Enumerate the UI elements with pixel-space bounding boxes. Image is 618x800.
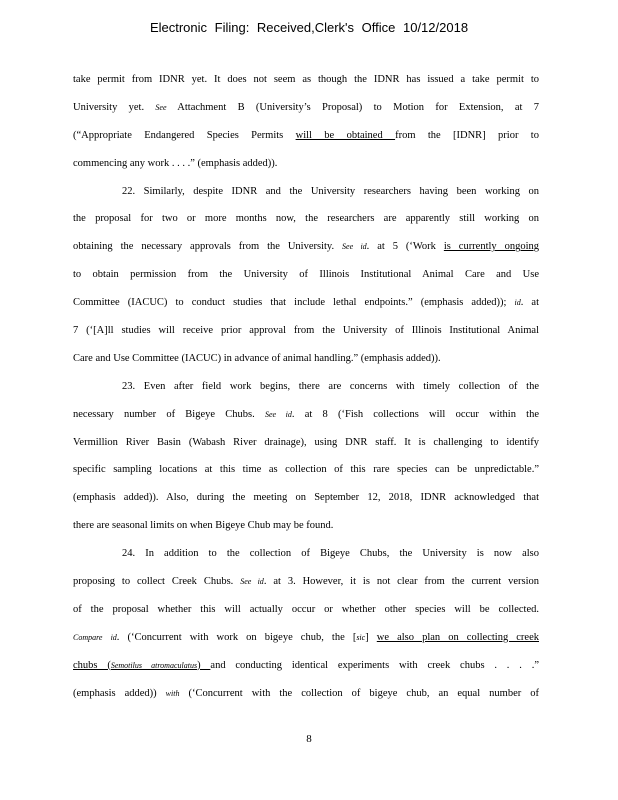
text-line: [73, 545, 539, 573]
text-segment: necessary number of Bigeye Chubs.: [73, 408, 265, 420]
text-segment: (emphasis added)). Also, during the meeting on September 12, 2018, IDNR acknowledged that: [73, 492, 539, 504]
text-segment: ): [197, 659, 211, 671]
text-segment: and conducting identical experiments with creek chubs . . . .”: [210, 659, 539, 671]
text-line: [73, 601, 539, 629]
text-segment: to obtain permission from the University of Illinois Institutional Animal Care and Use: [73, 269, 539, 281]
text-segment: See: [155, 102, 167, 112]
text-segment: with: [165, 688, 180, 698]
text-segment: commencing any work . . . .” (emphasis added)).: [73, 157, 278, 169]
text-segment: the proposal for two or more months now, the researchers are apparently still working on: [73, 213, 539, 225]
text-segment: Attachment B (University’s Proposal) to Motion for Extension, at 7: [166, 101, 539, 113]
text-segment: ]: [365, 631, 377, 643]
text-line: [73, 155, 539, 183]
text-segment: . at 5 (‘Work: [366, 241, 444, 253]
text-segment: . at 3. However, it is not clear from the current version: [263, 576, 540, 588]
text-line: [73, 573, 539, 601]
text-line: [73, 685, 539, 713]
text-segment: 23. Even after field work begins, there are concerns with timely collection of the: [122, 380, 539, 392]
text-line: [73, 406, 539, 434]
text-line: [73, 71, 539, 99]
text-segment: specific sampling locations at this time as collection of this rare species can be unpredictable.”: [73, 464, 539, 476]
text-segment: See id: [342, 242, 367, 252]
text-line: [73, 210, 539, 238]
text-line: [73, 489, 539, 517]
text-segment: chubs (: [73, 659, 111, 671]
text-segment: take permit from IDNR yet. It does not seem as though the IDNR has issued a take permit to: [73, 74, 539, 85]
text-segment: we also plan on collecting creek: [376, 631, 539, 643]
page-number: 8: [306, 733, 312, 745]
document-body: [73, 71, 539, 712]
text-segment: Care and Use Committee (IACUC) in advance of animal handling.” (emphasis added)).: [73, 352, 441, 364]
text-segment: is currently ongoing: [443, 241, 540, 253]
text-line: [73, 294, 539, 322]
text-line: [73, 350, 539, 378]
text-segment: [102, 632, 110, 643]
text-segment: (‘Concurrent with the collection of bigeye chub, an equal number of: [179, 687, 539, 699]
text-line: [73, 322, 539, 350]
text-segment: Committee (IACUC) to conduct studies that include lethal endpoints.” (emphasis added));: [73, 297, 515, 309]
text-segment: . at: [520, 297, 540, 309]
text-line: [73, 266, 539, 294]
text-line: [73, 238, 539, 266]
text-segment: . at 8 (‘Fish collections will occur within the: [291, 408, 539, 420]
text-segment: See id: [240, 577, 264, 587]
text-line: [73, 461, 539, 489]
text-segment: id: [110, 632, 117, 642]
text-segment: (“Appropriate Endangered Species Permits: [73, 129, 296, 141]
text-segment: id: [514, 298, 521, 308]
text-segment: 22. Similarly, despite IDNR and the University researchers having been working on: [122, 185, 539, 197]
text-segment: . (‘Concurrent with work on bigeye chub, the [: [116, 631, 357, 643]
text-line: [73, 434, 539, 462]
text-line: [73, 127, 539, 155]
text-line: [73, 99, 539, 127]
filing-header: Electronic Filing: Received,Clerk's Office 10/12/2018: [149, 20, 469, 35]
text-segment: Vermillion River Basin (Wabash River drainage), using DNR staff. It is challenging to identify: [73, 436, 539, 448]
text-segment: proposing to collect Creek Chubs.: [73, 576, 241, 588]
text-line: [73, 378, 539, 406]
text-segment: 24. In addition to the collection of Bigeye Chubs, the University is now also: [122, 548, 539, 560]
text-segment: Semotilus atromaculatus: [110, 660, 198, 670]
text-line: [73, 183, 539, 211]
text-segment: University yet.: [73, 101, 156, 113]
text-segment: See id: [264, 409, 292, 419]
text-segment: will be obtained: [295, 129, 396, 141]
text-segment: there are seasonal limits on when Bigeye Chub may be found.: [73, 520, 334, 532]
text-line: [73, 657, 539, 685]
text-line: [73, 629, 539, 657]
text-segment: Compare: [73, 632, 103, 642]
text-segment: sic: [356, 632, 366, 642]
text-segment: 7 (‘[A]ll studies will receive prior approval from the University of Illinois Institutional Animal: [73, 325, 539, 337]
text-line: [73, 517, 539, 545]
text-segment: (emphasis added)): [73, 687, 166, 699]
text-segment: of the proposal whether this will actually occur or whether other species will be collected.: [73, 603, 539, 615]
text-segment: from the [IDNR] prior to: [395, 129, 539, 141]
text-segment: obtaining the necessary approvals from the University.: [73, 241, 343, 253]
